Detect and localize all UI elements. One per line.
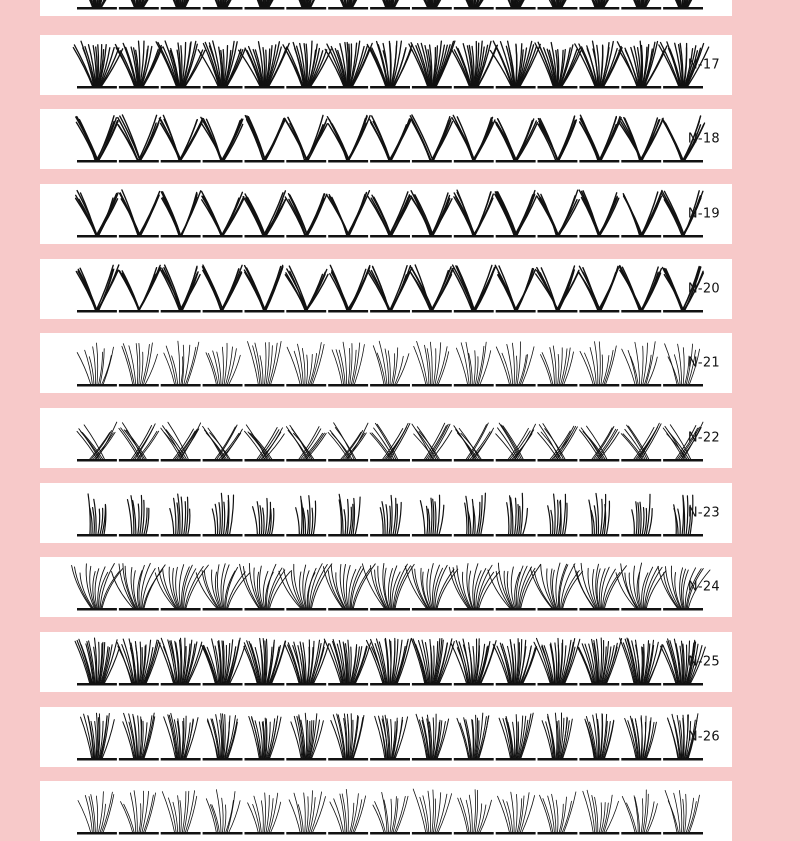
lash-cluster bbox=[328, 789, 368, 834]
lash-cluster bbox=[324, 0, 374, 10]
lash-cluster bbox=[119, 713, 159, 760]
lash-cluster bbox=[284, 115, 327, 162]
strip-label: N-26 bbox=[687, 729, 720, 745]
lash-cluster bbox=[538, 713, 578, 761]
lash-cluster bbox=[495, 191, 537, 238]
lash-cluster bbox=[576, 0, 625, 10]
lash-cluster bbox=[406, 0, 455, 10]
lash-cluster bbox=[73, 41, 122, 88]
lash-cluster bbox=[156, 41, 205, 89]
lash-cluster bbox=[412, 714, 452, 760]
lash-cluster bbox=[368, 0, 413, 10]
lash-cluster bbox=[454, 790, 494, 835]
lash-cluster bbox=[239, 42, 290, 89]
lash-cluster bbox=[115, 41, 162, 88]
lash-cluster bbox=[620, 638, 663, 685]
lash-cluster bbox=[119, 190, 160, 238]
lash-cluster bbox=[367, 638, 412, 685]
lash-cluster bbox=[328, 494, 368, 536]
lash-cluster bbox=[77, 343, 117, 387]
lash-cluster bbox=[75, 638, 120, 685]
lash-cluster bbox=[76, 116, 118, 163]
lash-cluster bbox=[538, 792, 578, 835]
lash-cluster bbox=[538, 494, 578, 536]
lash-cluster bbox=[159, 265, 200, 312]
lash-strip-n17 bbox=[40, 35, 732, 95]
lash-cluster bbox=[325, 41, 372, 88]
lash-cluster bbox=[575, 41, 622, 88]
lash-cluster bbox=[74, 0, 123, 10]
lash-cluster-row bbox=[40, 184, 732, 244]
lash-cluster bbox=[202, 265, 242, 312]
lash-cluster bbox=[452, 115, 495, 162]
lash-cluster bbox=[454, 190, 494, 237]
lash-cluster bbox=[245, 793, 285, 835]
lash-cluster bbox=[245, 341, 285, 386]
lash-cluster bbox=[579, 115, 621, 162]
lash-strip-n18 bbox=[40, 109, 732, 169]
lash-cluster bbox=[369, 266, 412, 313]
lash-cluster bbox=[495, 265, 535, 312]
lash-cluster bbox=[579, 342, 619, 387]
lash-cluster bbox=[574, 563, 627, 610]
lash-cluster bbox=[621, 790, 661, 835]
lash-cluster bbox=[328, 265, 370, 312]
strip-label: N-17 bbox=[687, 57, 720, 73]
lash-cluster bbox=[115, 0, 164, 10]
lash-cluster bbox=[454, 423, 494, 462]
lash-cluster bbox=[245, 499, 285, 537]
lash-cluster-row bbox=[40, 259, 732, 319]
lash-cluster bbox=[327, 116, 370, 163]
lash-cluster bbox=[449, 564, 499, 611]
lash-cluster bbox=[370, 792, 410, 834]
strip-label: N-19 bbox=[687, 206, 720, 222]
lash-cluster bbox=[538, 424, 578, 462]
lash-cluster bbox=[617, 0, 664, 10]
lash-cluster bbox=[158, 638, 203, 685]
lash-cluster bbox=[621, 716, 661, 761]
lash-cluster bbox=[161, 422, 201, 461]
lash-cluster bbox=[578, 638, 622, 686]
lash-cluster bbox=[286, 791, 326, 835]
lash-cluster-row bbox=[40, 408, 732, 468]
lash-cluster bbox=[493, 639, 536, 686]
lash-cluster bbox=[76, 265, 119, 313]
lash-cluster bbox=[284, 0, 329, 10]
lash-cluster bbox=[536, 266, 579, 313]
strip-label: N-24 bbox=[687, 579, 720, 595]
lash-cluster bbox=[156, 0, 203, 10]
lash-strip-n23 bbox=[40, 483, 732, 543]
lash-cluster bbox=[196, 564, 250, 611]
lash-cluster bbox=[370, 496, 410, 537]
lash-cluster-row bbox=[40, 557, 732, 617]
lash-cluster bbox=[537, 190, 579, 237]
lash-cluster bbox=[161, 713, 201, 760]
lash-cluster bbox=[411, 191, 453, 238]
lash-cluster bbox=[370, 423, 410, 461]
lash-cluster bbox=[496, 493, 536, 536]
lash-strip-n19 bbox=[40, 184, 732, 244]
lash-cluster bbox=[410, 115, 452, 163]
lash-cluster bbox=[411, 638, 454, 685]
lash-cluster bbox=[283, 41, 331, 88]
lash-strip-n24 bbox=[40, 557, 732, 617]
lash-strip-n21 bbox=[40, 333, 732, 393]
lash-cluster bbox=[112, 563, 166, 610]
lash-cluster bbox=[203, 343, 243, 386]
lash-cluster bbox=[328, 714, 368, 761]
lash-cluster bbox=[328, 342, 368, 386]
lash-cluster bbox=[411, 265, 454, 313]
lash-cluster bbox=[155, 565, 208, 611]
lash-cluster bbox=[76, 191, 119, 238]
lash-cluster bbox=[452, 41, 498, 88]
lash-cluster-row bbox=[40, 333, 732, 393]
lash-strip-n25 bbox=[40, 632, 732, 692]
lash-cluster bbox=[159, 115, 202, 162]
lash-cluster bbox=[579, 190, 619, 237]
lash-cluster bbox=[203, 790, 243, 835]
lash-cluster bbox=[119, 791, 159, 835]
lash-cluster bbox=[663, 790, 703, 834]
lash-cluster bbox=[412, 341, 452, 386]
lash-cluster bbox=[203, 425, 243, 462]
lash-cluster bbox=[72, 564, 123, 611]
lash-cluster bbox=[286, 496, 326, 537]
lash-cluster bbox=[323, 564, 375, 611]
lash-cluster bbox=[409, 41, 455, 88]
lash-cluster bbox=[367, 41, 412, 88]
lash-cluster bbox=[368, 192, 411, 238]
lash-cluster bbox=[199, 0, 245, 10]
lash-cluster bbox=[161, 341, 201, 386]
lash-cluster bbox=[324, 639, 370, 685]
lash-cluster bbox=[198, 41, 245, 89]
lash-cluster bbox=[579, 790, 619, 834]
lash-cluster-row bbox=[40, 109, 732, 169]
lash-cluster bbox=[161, 791, 201, 835]
lash-cluster bbox=[617, 41, 667, 88]
strip-label: N-21 bbox=[687, 355, 720, 371]
lash-cluster bbox=[490, 0, 540, 10]
lash-cluster bbox=[370, 341, 410, 386]
lash-cluster bbox=[286, 343, 326, 387]
lash-cluster-row bbox=[40, 781, 732, 841]
lash-cluster bbox=[286, 425, 326, 461]
lash-cluster bbox=[328, 423, 368, 462]
lash-cluster bbox=[454, 493, 494, 536]
lash-cluster bbox=[203, 493, 243, 536]
lash-cluster bbox=[77, 494, 117, 537]
lash-cluster bbox=[286, 713, 326, 760]
lash-cluster bbox=[327, 191, 370, 238]
lash-cluster bbox=[412, 789, 452, 835]
lash-cluster bbox=[535, 42, 582, 88]
lash-cluster bbox=[495, 119, 538, 163]
lash-cluster bbox=[496, 342, 536, 387]
lash-cluster bbox=[490, 41, 540, 88]
lash-cluster bbox=[285, 640, 329, 686]
lash-cluster bbox=[451, 0, 499, 10]
lash-strip-n22 bbox=[40, 408, 732, 468]
lash-cluster bbox=[119, 343, 159, 387]
strip-label: N-25 bbox=[687, 654, 720, 670]
lash-cluster bbox=[496, 792, 536, 834]
lash-cluster bbox=[488, 563, 541, 610]
lash-cluster bbox=[119, 423, 159, 462]
lash-cluster bbox=[241, 0, 290, 10]
lash-cluster bbox=[496, 713, 536, 760]
lash-cluster bbox=[77, 792, 117, 835]
lash-cluster bbox=[454, 713, 494, 760]
lash-strip-bottom-partial bbox=[40, 781, 732, 841]
lash-cluster bbox=[578, 266, 619, 312]
lash-cluster bbox=[245, 425, 285, 462]
lash-cluster bbox=[621, 494, 661, 536]
lash-cluster bbox=[619, 266, 661, 313]
lash-cluster bbox=[203, 714, 243, 761]
lash-cluster bbox=[245, 716, 285, 761]
lash-cluster bbox=[532, 0, 584, 10]
lash-cluster bbox=[119, 496, 159, 537]
lash-cluster bbox=[285, 194, 327, 238]
lash-cluster bbox=[412, 495, 452, 536]
lash-cluster bbox=[118, 115, 161, 163]
lash-cluster-row bbox=[40, 483, 732, 543]
lash-strip-n20 bbox=[40, 259, 732, 319]
lash-cluster-row bbox=[40, 632, 732, 692]
lash-cluster bbox=[619, 118, 663, 163]
lash-cluster bbox=[579, 494, 619, 537]
lash-cluster bbox=[621, 423, 661, 461]
lash-cluster bbox=[244, 265, 284, 312]
lash-cluster bbox=[451, 639, 496, 686]
lash-cluster bbox=[370, 116, 412, 163]
lash-strip-n26 bbox=[40, 707, 732, 767]
strip-label: N-23 bbox=[687, 505, 720, 521]
lash-strip-top-partial bbox=[40, 0, 732, 16]
lash-cluster bbox=[201, 117, 243, 162]
lash-cluster bbox=[538, 116, 578, 162]
lash-cluster bbox=[244, 638, 286, 685]
lash-cluster bbox=[117, 639, 160, 686]
lash-cluster bbox=[454, 342, 494, 386]
lash-cluster bbox=[534, 638, 580, 685]
lash-cluster bbox=[161, 191, 201, 238]
lash-cluster bbox=[496, 423, 536, 461]
lash-cluster bbox=[658, 0, 707, 10]
lash-cluster bbox=[579, 426, 619, 461]
strip-label: N-18 bbox=[687, 131, 720, 147]
lash-cluster-row bbox=[40, 35, 732, 95]
lash-cluster bbox=[243, 191, 286, 238]
lash-cluster bbox=[77, 422, 117, 461]
lash-cluster bbox=[621, 342, 661, 387]
lash-cluster bbox=[579, 714, 619, 761]
strip-label: N-22 bbox=[687, 430, 720, 446]
lash-cluster bbox=[77, 713, 117, 760]
lash-cluster-row bbox=[40, 707, 732, 767]
lash-cluster bbox=[245, 116, 286, 163]
lash-cluster-row bbox=[40, 0, 732, 16]
lash-cluster bbox=[370, 715, 410, 760]
strip-label: N-20 bbox=[687, 281, 720, 297]
lash-cluster bbox=[161, 494, 201, 536]
lash-cluster bbox=[452, 265, 496, 312]
lash-cluster bbox=[202, 638, 245, 685]
lash-cluster bbox=[202, 192, 244, 238]
lash-cluster bbox=[412, 423, 452, 461]
lash-cluster bbox=[538, 346, 578, 387]
lash-cluster bbox=[285, 266, 328, 312]
lash-cluster bbox=[119, 265, 161, 312]
lash-cluster bbox=[621, 191, 662, 238]
lash-cluster bbox=[240, 563, 291, 610]
